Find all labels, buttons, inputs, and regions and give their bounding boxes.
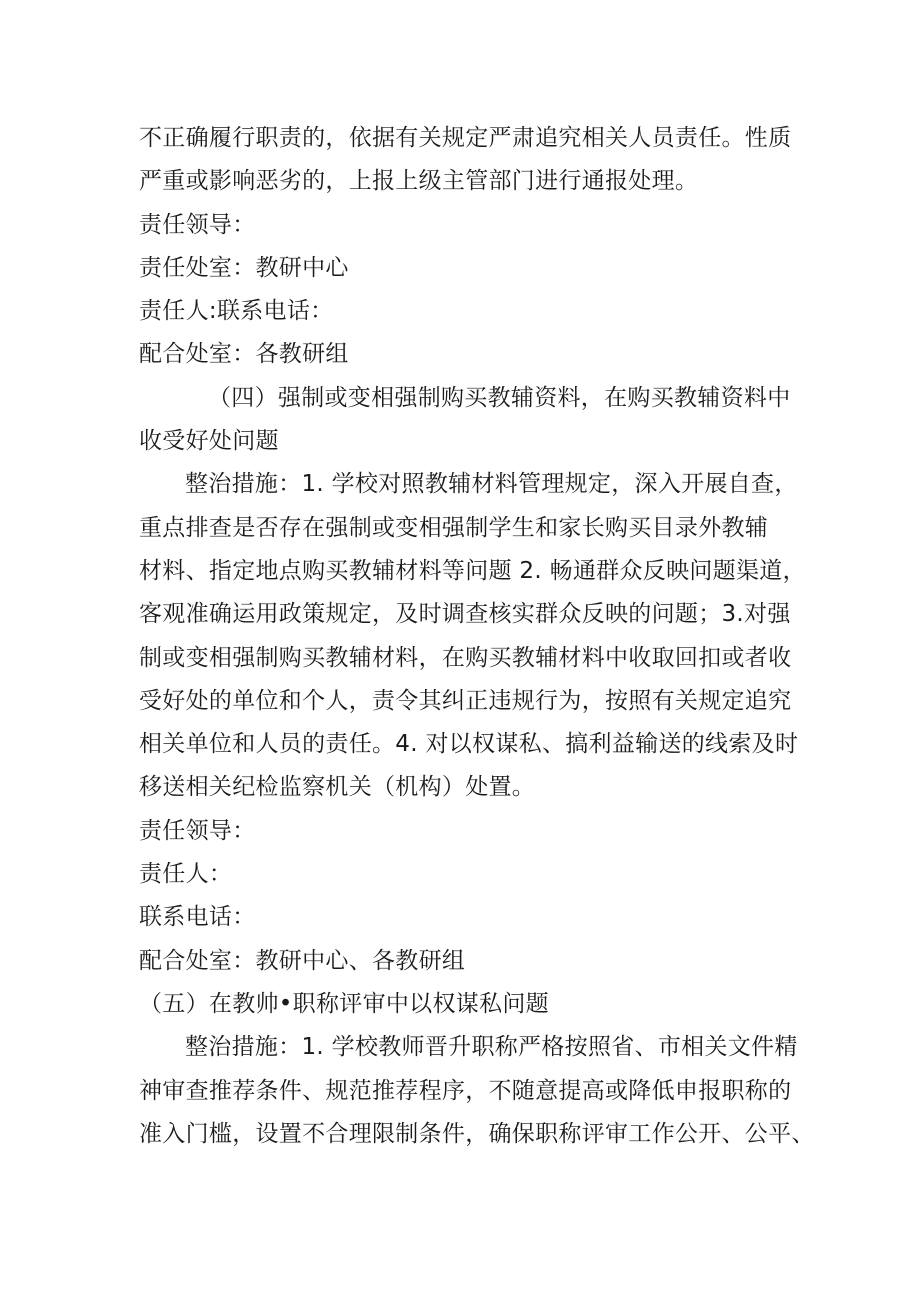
responsible-office: 责任处室：教研中心: [139, 254, 349, 281]
paragraph-measures-4: [139, 463, 806, 809]
text-line: 移送相关纪检监察机关（机构）处置。: [139, 774, 536, 801]
text-line: 不正确履行职责的，依据有关规定严肃追究相关人员责任。性质: [139, 125, 792, 151]
text-line: 客观准确运用政策规定，及时调查核实群众反映的问题；3.对强: [139, 601, 791, 628]
text-line: 相关单位和人员的责任。4. 对以权谋私、搞利益输送的线索及时: [139, 731, 799, 758]
text-line: 材料、指定地点购买教辅材料等问题 2. 畅通群众反映问题渠道，: [139, 557, 806, 584]
text-line: 收受好处问题: [139, 428, 279, 455]
text-line: 整治措施：1. 学校对照教辅材料管理规定，深入开展自查，: [185, 471, 798, 498]
cooperating-office: 配合处室：各教研组: [139, 341, 349, 368]
paragraph-measures-5: [139, 1026, 815, 1156]
responsible-person-phone: 责任人:联系电话：: [139, 298, 334, 325]
text-line: 受好处的单位和个人，责令其纠正违规行为，按照有关规定追究: [139, 687, 792, 714]
paragraph-accountability: [139, 117, 792, 204]
responsible-leader-label: 责任领导：: [139, 211, 256, 238]
text-line: 整治措施：1. 学校教师晋升职称严格按照省、市相关文件精: [185, 1034, 798, 1061]
text-line: 制或变相强制购买教辅材料，在购买教辅材料中收取回扣或者收: [139, 644, 792, 671]
section-heading-5: （五）在教帅•职称评审中以权谋私问题: [139, 990, 549, 1017]
section-heading-4: [139, 377, 789, 464]
text-line: 神审查推荐条件、规范推荐程序，不随意提高或降低申报职称的: [139, 1077, 792, 1104]
contact-phone-label: 联系电话：: [139, 904, 256, 931]
document-body: [139, 117, 815, 1156]
text-line: 重点排查是否存在强制或变相强制学生和家长购买目录外教辅: [139, 514, 769, 541]
responsible-person-label: 责任人：: [139, 861, 233, 888]
cooperating-office: 配合处室：教研中心、各教研组: [139, 947, 466, 974]
responsible-leader-label: 责任领导：: [139, 817, 256, 844]
text-line: 准入门槛，设置不合理限制条件，确保职称评审工作公开、公平、: [139, 1120, 815, 1147]
text-line: （四）强制或变相强制购买教辅资料，在购买教辅资料中: [208, 384, 791, 411]
text-line: 严重或影响恶劣的，上报上级主管部门进行通报处理。: [139, 168, 699, 195]
